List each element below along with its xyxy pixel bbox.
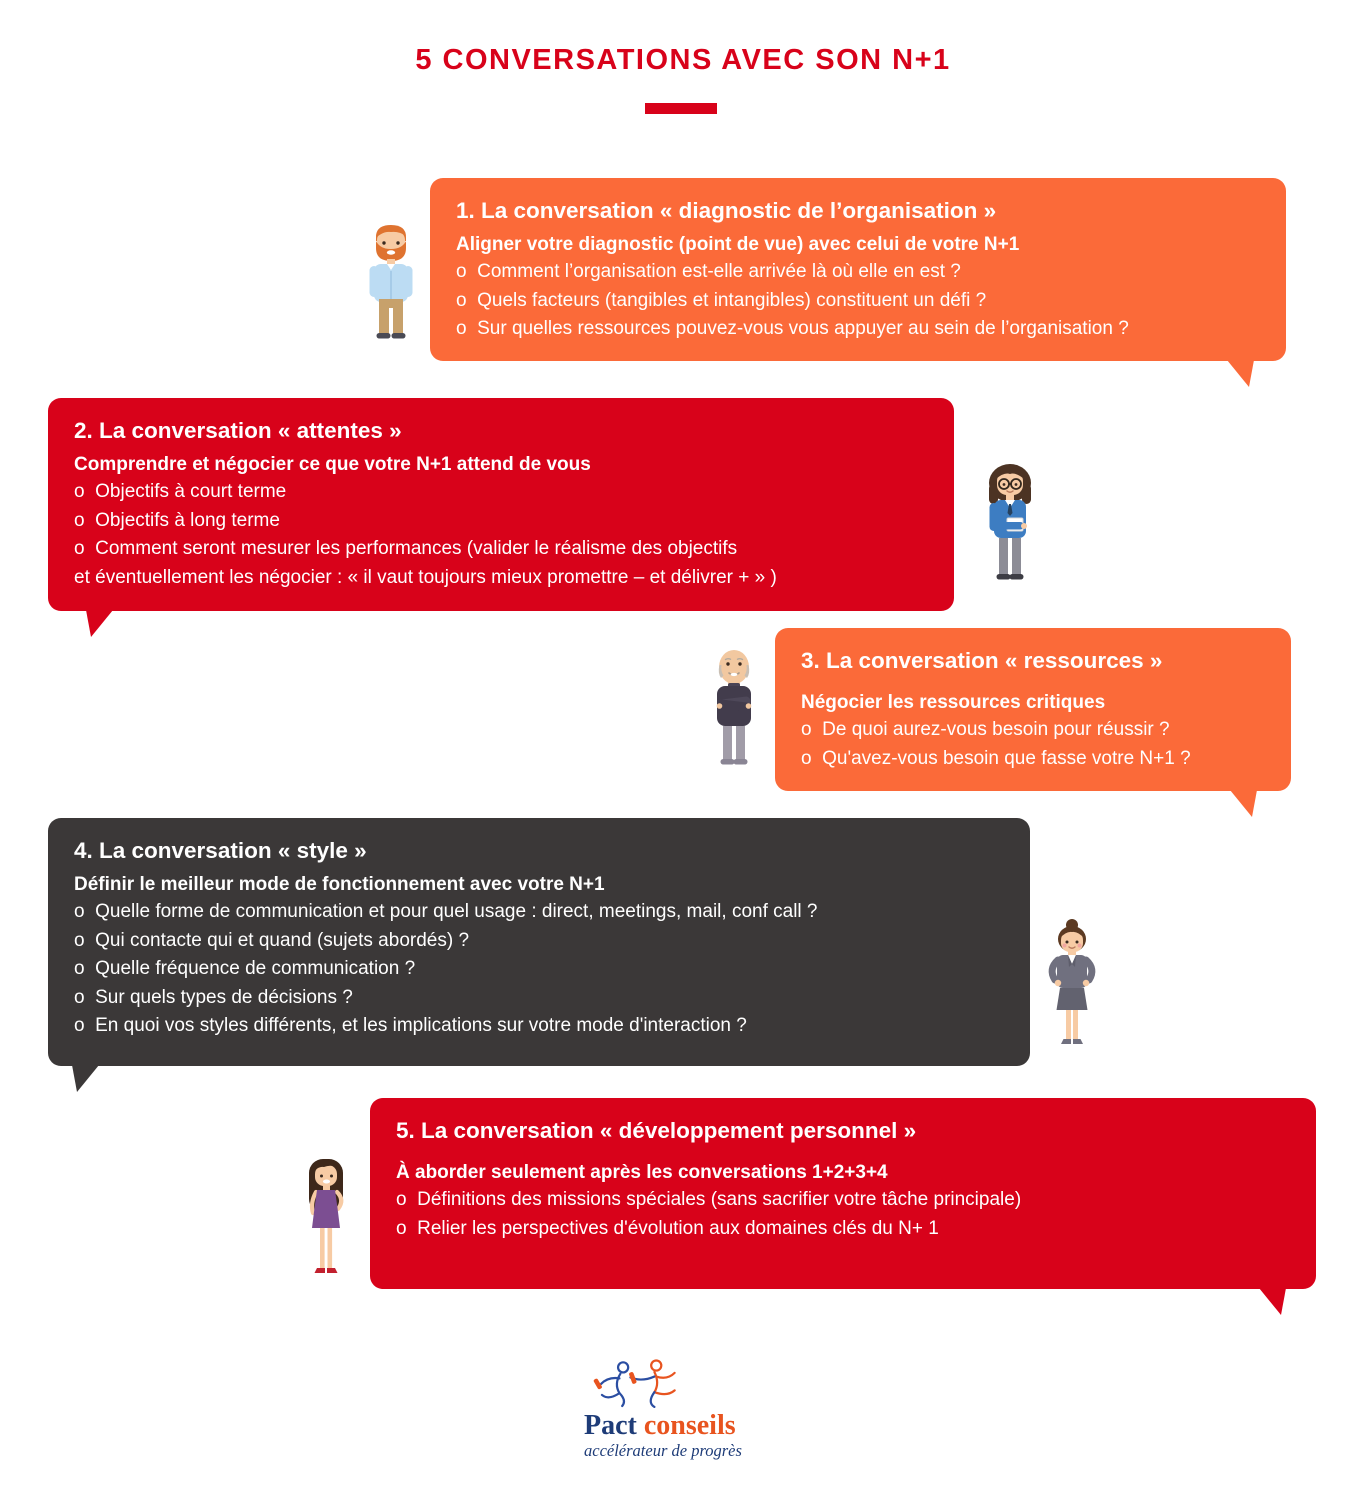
bubble-4-tail xyxy=(72,1065,99,1092)
bubble-5-line: o Définitions des missions spéciales (sans sacrifier votre tâche principale) xyxy=(396,1189,1022,1210)
page-title: 5 CONVERSATIONS AVEC SON N+1 xyxy=(415,44,951,76)
bubble-4-line: o Qui contacte qui et quand (sujets abordés) ? xyxy=(74,929,470,951)
logo-brand xyxy=(584,1410,820,1441)
bubble-2-line: o Comment seront mesurer les performances (valider le réalisme des objectifs xyxy=(74,538,738,559)
logo-runners-icon xyxy=(590,1358,682,1408)
bubble-3-subtitle: Négocier les ressources critiques xyxy=(801,692,1106,713)
man-with-red-beard-icon xyxy=(366,224,416,342)
bald-man-arms-crossed-icon xyxy=(706,646,762,770)
character-bald-man-arms-crossed xyxy=(706,646,762,770)
bubble-4-line: o Quelle forme de communication et pour quel usage : direct, meetings, mail, conf call ? xyxy=(74,901,818,922)
bubble-1-line: o Comment l’organisation est-elle arrivée là où elle en est ? xyxy=(456,261,961,282)
bubble-2-tail xyxy=(86,610,113,637)
bubble-3-line: o Qu'avez-vous besoin que fasse votre N+1 ? xyxy=(801,747,1191,769)
bubble-3-line: o De quoi aurez-vous besoin pour réussir ? xyxy=(801,719,1170,740)
speech-bubble-3-ressources xyxy=(775,628,1291,791)
woman-with-glasses-icon xyxy=(982,462,1038,586)
speech-bubble-2-attentes xyxy=(48,398,954,611)
speech-bubble-1-diagnostic xyxy=(430,178,1286,361)
bubble-4-line: o Quelle fréquence de communication ? xyxy=(74,958,416,979)
bubble-1-subtitle: Aligner votre diagnostic (point de vue) avec celui de votre N+1 xyxy=(456,234,1020,255)
character-man-with-red-beard xyxy=(366,224,416,342)
bubble-4-line: o En quoi vos styles différents, et les implications sur votre mode d'interaction ? xyxy=(74,1015,747,1036)
speech-bubble-5-developpement xyxy=(370,1098,1316,1289)
character-businesswoman xyxy=(1042,918,1102,1056)
speech-bubble-4-style xyxy=(48,818,1030,1066)
character-woman-with-glasses xyxy=(982,462,1038,586)
bubble-2-line: o Objectifs à court terme xyxy=(74,481,287,502)
logo-brand-secondary: conseils xyxy=(643,1410,736,1441)
bubble-4-subtitle: Définir le meilleur mode de fonctionnement avec votre N+1 xyxy=(74,874,605,895)
bubble-2-line: o Objectifs à long terme xyxy=(74,509,280,531)
bubble-5-subtitle: À aborder seulement après les conversations 1+2+3+4 xyxy=(396,1162,888,1183)
bubble-2-subtitle: Comprendre et négocier ce que votre N+1 attend de vous xyxy=(74,454,591,475)
bubble-1-line: o Quels facteurs (tangibles et intangibles) constituent un défi ? xyxy=(456,289,987,311)
logo-brand-primary: Pact xyxy=(584,1410,637,1441)
bubble-2-title: 2. La conversation « attentes » xyxy=(74,418,402,443)
bubble-3-title: 3. La conversation « ressources » xyxy=(801,648,1163,673)
bubble-3-tail xyxy=(1230,790,1257,817)
character-woman-in-purple-dress xyxy=(300,1156,352,1280)
bubble-2-line: et éventuellement les négocier : « il vaut toujours mieux promettre – et délivrer + » ) xyxy=(74,566,777,588)
bubble-5-line: o Relier les perspectives d'évolution aux domaines clés du N+ 1 xyxy=(396,1217,939,1239)
bubble-1-tail xyxy=(1227,360,1254,387)
bubble-4-line: o Sur quels types de décisions ? xyxy=(74,986,353,1008)
logo xyxy=(560,1358,820,1461)
bubble-5-title: 5. La conversation « développement personnel » xyxy=(396,1118,917,1143)
bubble-1-line: o Sur quelles ressources pouvez-vous vous appuyer au sein de l’organisation ? xyxy=(456,318,1129,339)
title-divider xyxy=(645,103,717,114)
logo-tagline: accélérateur de progrès xyxy=(584,1441,742,1460)
bubble-4-title: 4. La conversation « style » xyxy=(74,838,367,863)
bubble-1-title: 1. La conversation « diagnostic de l’organisation » xyxy=(456,198,997,223)
woman-in-purple-dress-icon xyxy=(300,1156,352,1280)
businesswoman-icon xyxy=(1042,918,1102,1056)
bubble-5-tail xyxy=(1259,1288,1286,1315)
